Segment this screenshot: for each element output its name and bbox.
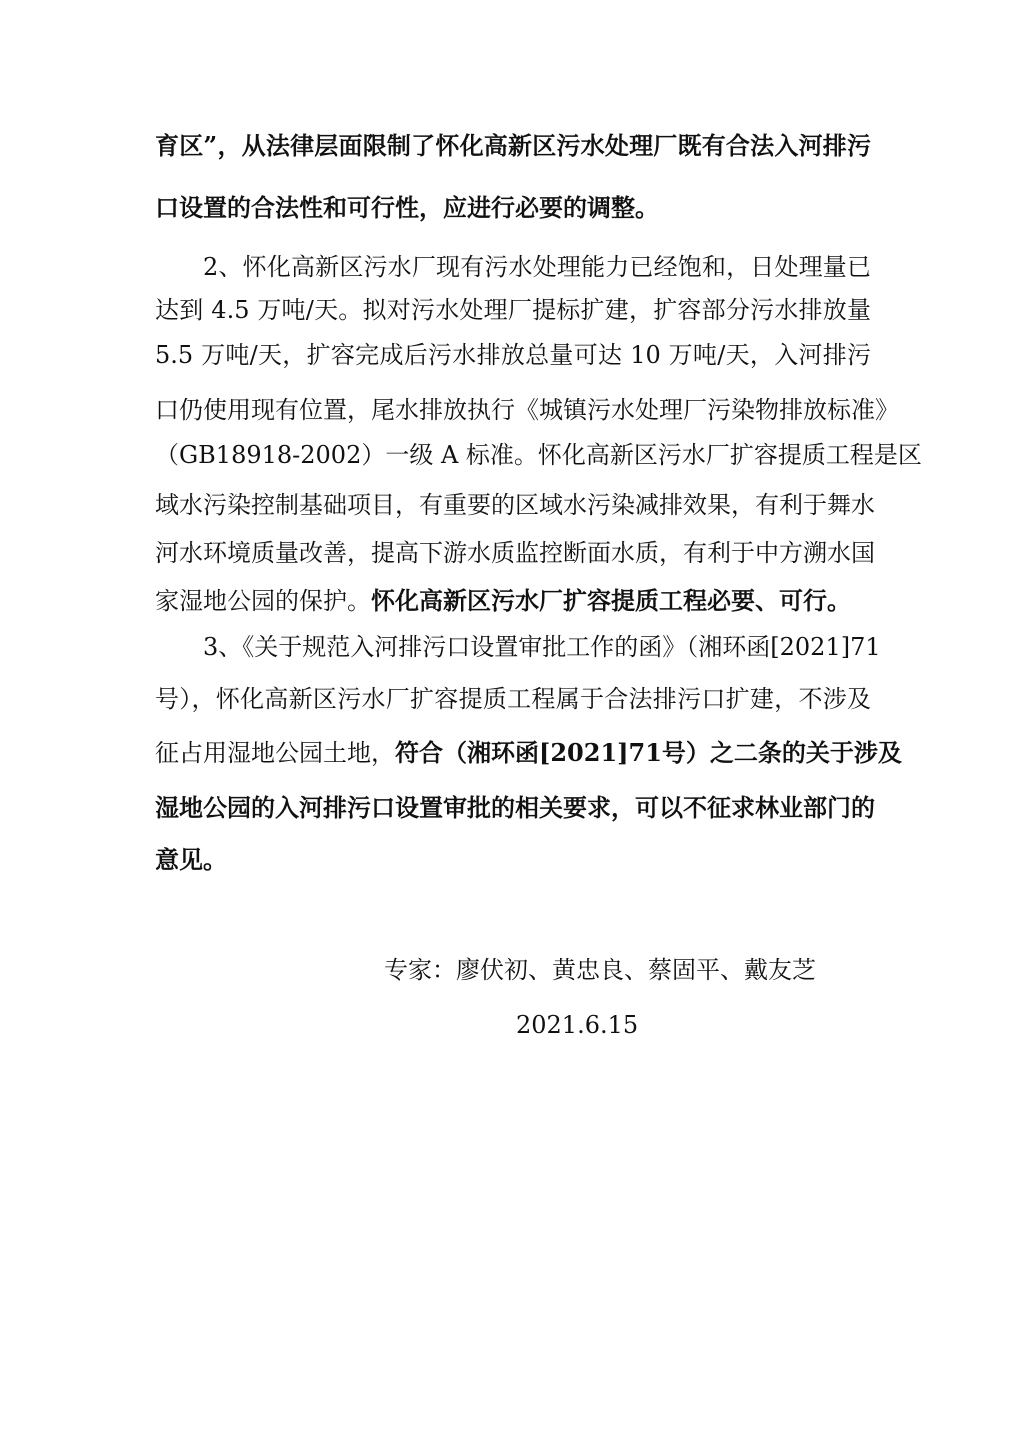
para2-line-3: 5.5 万吨/天，扩容完成后污水排放总量可达 10 万吨/天，入河排污: [155, 341, 871, 369]
para3-line-3: [155, 738, 902, 768]
para3-line-1: 3、《关于规范入河排污口设置审批工作的函》（湘环函[2021]71: [203, 633, 881, 661]
para2-line-8-bold: 怀化高新区污水厂扩容提质工程必要、可行。: [371, 586, 851, 615]
para1-line-1: 育区”，从法律层面限制了怀化高新区污水处理厂既有合法入河排污: [155, 131, 871, 160]
expert-signature: 专家：廖伏初、黄忠良、蔡固平、戴友芝: [384, 956, 816, 984]
para2-line-8: [155, 586, 871, 616]
para2-line-1: 2、怀化高新区污水厂现有污水处理能力已经饱和，日处理量已: [203, 253, 871, 281]
signature-date: 2021.6.15: [516, 1011, 639, 1039]
para3-line-3-bold: 符合（湘环函[2021]71号）之二条的关于涉及: [395, 738, 902, 767]
para2-line-5: （GB18918-2002）一级 A 标准。怀化高新区污水厂扩容提质工程是区: [155, 441, 922, 469]
para3-line-4: 湿地公园的入河排污口设置审批的相关要求，可以不征求林业部门的: [155, 793, 875, 822]
para3-line-5: 意见。: [155, 845, 227, 874]
para2-line-7: 河水环境质量改善，提高下游水质监控断面水质，有利于中方溯水国: [155, 539, 875, 567]
para3-line-2: 号），怀化高新区污水厂扩容提质工程属于合法排污口扩建，不涉及: [155, 685, 871, 713]
para2-line-2: 达到 4.5 万吨/天。拟对污水处理厂提标扩建，扩容部分污水排放量: [155, 296, 871, 324]
para1-line-2: 口设置的合法性和可行性，应进行必要的调整。: [155, 193, 659, 222]
para2-line-4: 口仍使用现有位置，尾水排放执行《城镇污水处理厂污染物排放标准》: [155, 396, 899, 424]
para2-line-8-normal: 家湿地公园的保护。: [155, 587, 371, 615]
para2-line-6: 域水污染控制基础项目，有重要的区域水污染减排效果，有利于舞水: [155, 491, 875, 519]
para3-line-3-normal: 征占用湿地公园土地，: [155, 739, 395, 767]
